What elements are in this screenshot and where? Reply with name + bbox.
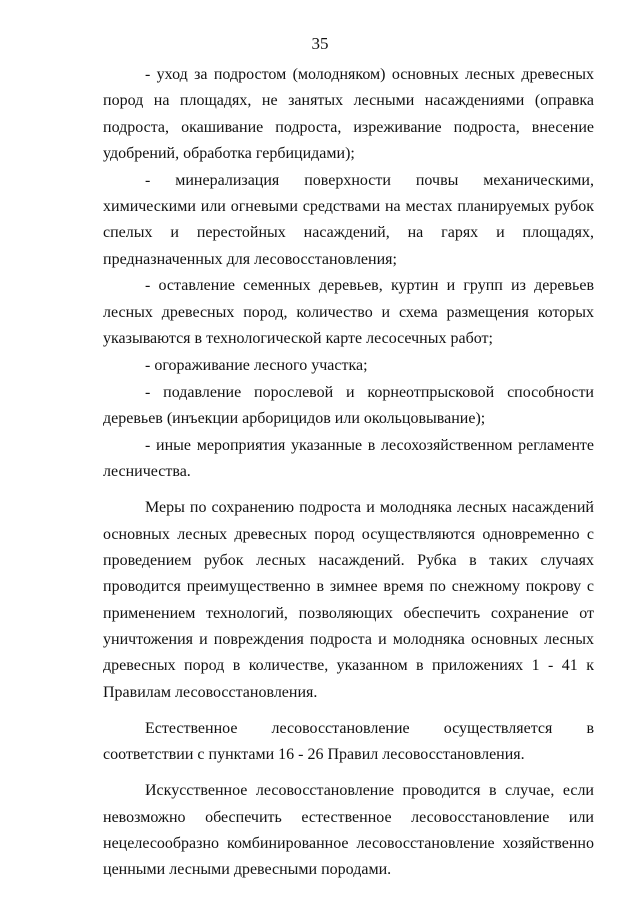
paragraph-fencing: - огораживание лесного участка; bbox=[145, 356, 368, 374]
paragraph-natural-regeneration: Естественное лесовосстановление осуществляется в соответствии с пунктами 16 - 26 Правил лесовосстановления. bbox=[103, 719, 594, 764]
paragraph-sprout-suppression: - подавление порослевой и корнеотпрысковой способности деревьев (инъекции арборицидов или окольцовывание); bbox=[103, 383, 594, 428]
body-text bbox=[103, 62, 594, 884]
paragraph-artificial-regeneration: Искусственное лесовосстановление проводится в случае, если невозможно обеспечить естественное лесовосстановление или нецелесообразно комбинированное лесовосстановление хозяйственно ценными лесными древесными породами. bbox=[103, 782, 594, 879]
paragraph-other-measures: - иные мероприятия указанные в лесохозяйственном регламенте лесничества. bbox=[103, 436, 594, 481]
paragraph-undergrowth-care: - уход за подростом (молодняком) основных лесных древесных пород на площадях, не занятых лесными насаждениями (оправка подроста, окашивание подроста, изреживание подроста, внесение удобрений, обработка гербицидами); bbox=[103, 66, 594, 162]
paragraph-preservation-measures: Меры по сохранению подроста и молодняка лесных насаждений основных лесных древесных пород осуществляются одновременно с проведением рубок лесных насаждений. Рубка в таких случаях проводится преимущественно в зимнее время по снежному покрову с применением технологий, позволяющих обеспечить сохранение от уничтожения и повреждения подроста и молодняка основных лесных древесных пород в количестве, указанном в приложениях 1 - 41 к Правилам лесовосстановления. bbox=[103, 499, 594, 701]
page-number: 35 bbox=[311, 34, 329, 53]
paragraph-seed-trees: - оставление семенных деревьев, куртин и групп из деревьев лесных древесных пород, количество и схема размещения которых указываются в технологической карте лесосечных работ; bbox=[103, 277, 594, 348]
paragraph-soil-mineralization: - минерализация поверхности почвы механическими, химическими или огневыми средствами на местах планируемых рубок спелых и перестойных насаждений, на гарях и площадях, предназначенных для лесовосстановления; bbox=[103, 171, 594, 268]
